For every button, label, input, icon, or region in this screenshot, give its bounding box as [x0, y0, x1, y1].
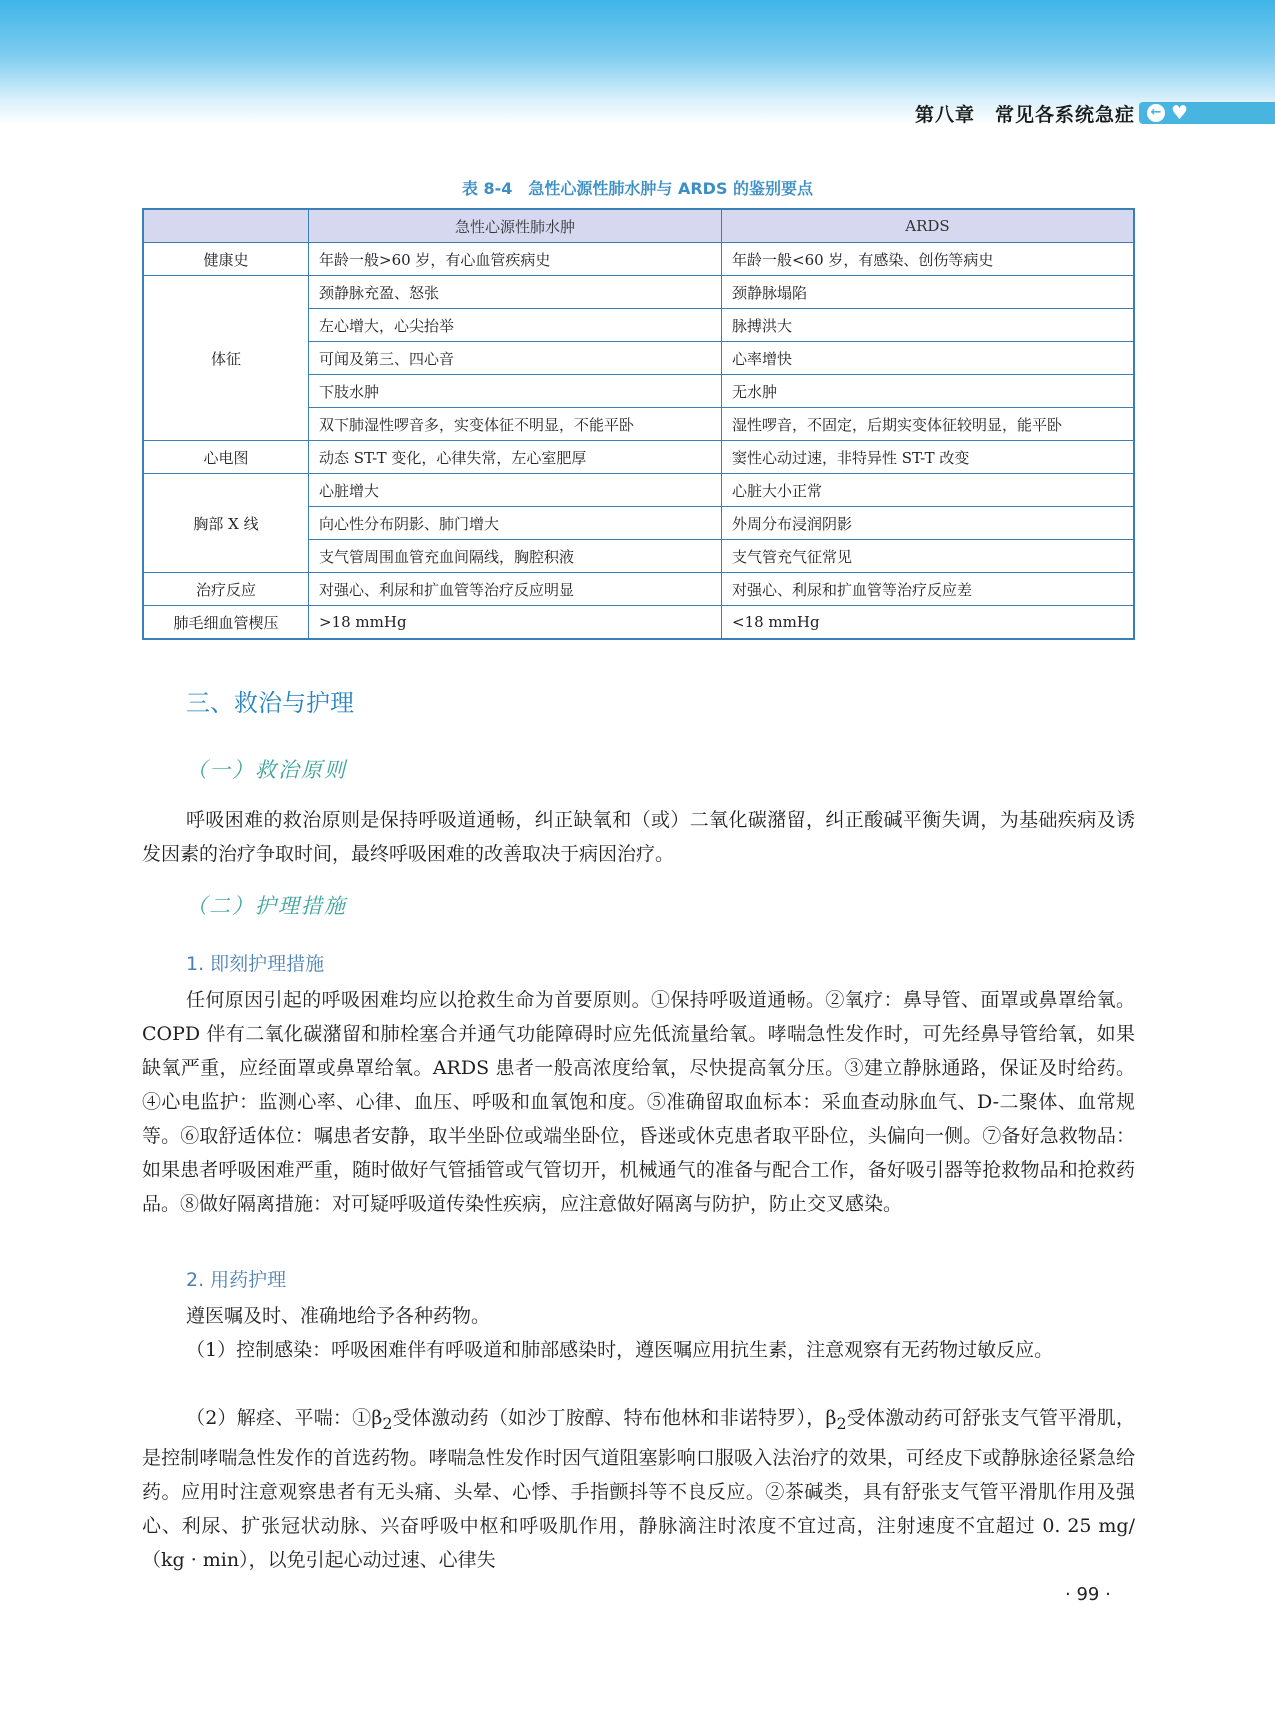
- table-cell: 左心增大，心尖抬举: [309, 309, 722, 342]
- table-cell: 对强心、利尿和扩血管等治疗反应明显: [309, 573, 722, 606]
- table-cell: <18 mmHg: [722, 606, 1135, 640]
- table-header-row: [143, 209, 1134, 243]
- table-row: [143, 243, 1134, 276]
- table-cell: 可闻及第三、四心音: [309, 342, 722, 375]
- table-cell: 下肢水肿: [309, 375, 722, 408]
- table-header-cell: [143, 209, 309, 243]
- arrow-left-icon: ←: [1147, 104, 1165, 122]
- table-cell: 动态 ST-T 变化，心律失常，左心室肥厚: [309, 441, 722, 474]
- section-title: 三、救治与护理: [186, 689, 354, 717]
- table-cell: 湿性啰音，不固定，后期实变体征较明显，能平卧: [722, 408, 1135, 441]
- paragraph: 呼吸困难的救治原则是保持呼吸道通畅，纠正缺氧和（或）二氧化碳潴留，纠正酸碱平衡失调，为基础疾病及诱发因素的治疗争取时间，最终呼吸困难的改善取决于病因治疗。: [142, 809, 1135, 865]
- subsection-title: （二）护理措施: [186, 894, 347, 918]
- table-row: [143, 474, 1134, 507]
- table-cell: 颈静脉充盈、怒张: [309, 276, 722, 309]
- table-cell: 年龄一般>60 岁，有心血管疾病史: [309, 243, 722, 276]
- table-row: [143, 441, 1134, 474]
- row-label: 健康史: [143, 243, 309, 276]
- table-cell: 向心性分布阴影、肺门增大: [309, 507, 722, 540]
- row-label: 治疗反应: [143, 573, 309, 606]
- row-label: 肺毛细血管楔压: [143, 606, 309, 640]
- table-cell: 颈静脉塌陷: [722, 276, 1135, 309]
- paragraph: 遵医嘱及时、准确地给予各种药物。: [186, 1305, 491, 1327]
- table-cell: 脉搏洪大: [722, 309, 1135, 342]
- table-cell: 双下肺湿性啰音多，实变体征不明显，不能平卧: [309, 408, 722, 441]
- chapter-title: 第八章 常见各系统急症: [914, 104, 1135, 126]
- table-row: [143, 573, 1134, 606]
- table-header-cell: 急性心源性肺水肿: [309, 209, 722, 243]
- subscript: 2: [382, 1413, 393, 1433]
- table-cell: 年龄一般<60 岁，有感染、创伤等病史: [722, 243, 1135, 276]
- table-cell: 外周分布浸润阴影: [722, 507, 1135, 540]
- paragraph: [142, 1401, 1135, 1577]
- text-run: 受体激动药可舒张支气管平滑肌，是控制哮喘急性发作的首选药物。哮喘急性发作时因气道阻塞影响口服吸入法治疗的效果，可经皮下或静脉途径紧急给药。应用时注意观察患者有无头痛、头晕、心悸、手指颤抖等不良反应。②茶碱类，具有舒张支气管平滑肌作用及强心、利尿、扩张冠状动脉、兴奋呼吸中枢和呼吸肌作用，静脉滴注时浓度不宜过高，注射速度不宜超过 0. 25 mg/（kg · min），以免引起心动过速、心律失: [142, 1407, 1135, 1571]
- table-cell: 心脏大小正常: [722, 474, 1135, 507]
- table-row: [143, 606, 1134, 640]
- comparison-table: [142, 208, 1135, 640]
- row-label: 体征: [143, 276, 309, 441]
- paragraph: 任何原因引起的呼吸困难均应以抢救生命为首要原则。①保持呼吸道通畅。②氧疗：鼻导管、面罩或鼻罩给氧。COPD 伴有二氧化碳潴留和肺栓塞合并通气功能障碍时应先低流量给氧。哮喘急性发作时，可先经鼻导管给氧，如果缺氧严重，应经面罩或鼻罩给氧。ARDS 患者一般高浓度给氧，尽快提高氧分压。③建立静脉通路，保证及时给药。④心电监护：监测心率、心律、血压、呼吸和血氧饱和度。⑤准确留取血标本：采血查动脉血气、D-二聚体、血常规等。⑥取舒适体位：嘱患者安静，取半坐卧位或端坐卧位，昏迷或休克患者取平卧位，头偏向一侧。⑦备好急救物品：如果患者呼吸困难严重，随时做好气管插管或气管切开，机械通气的准备与配合工作，备好吸引器等抢救物品和抢救药品。⑧做好隔离措施：对可疑呼吸道传染性疾病，应注意做好隔离与防护，防止交叉感染。: [142, 989, 1135, 1215]
- table-cell: >18 mmHg: [309, 606, 722, 640]
- table-cell: 支气管周围血管充血间隔线，胸腔积液: [309, 540, 722, 573]
- subscript: 2: [836, 1413, 847, 1433]
- table-cell: 窦性心动过速，非特异性 ST-T 改变: [722, 441, 1135, 474]
- table-cell: 心脏增大: [309, 474, 722, 507]
- heart-icon: ♥: [1171, 102, 1189, 124]
- table-caption: 表 8-4 急性心源性肺水肿与 ARDS 的鉴别要点: [461, 179, 814, 198]
- header-icon-strip: [1139, 102, 1275, 124]
- numbered-heading: 2. 用药护理: [186, 1269, 287, 1291]
- table-cell: 心率增快: [722, 342, 1135, 375]
- paragraph: （1）控制感染：呼吸困难伴有呼吸道和肺部感染时，遵医嘱应用抗生素，注意观察有无药物过敏反应。: [186, 1339, 1054, 1361]
- row-label: 心电图: [143, 441, 309, 474]
- text-run: （2）解痉、平喘：①β: [186, 1407, 383, 1429]
- table-cell: 支气管充气征常见: [722, 540, 1135, 573]
- subsection-title: （一）救治原则: [186, 758, 347, 782]
- table-cell: 对强心、利尿和扩血管等治疗反应差: [722, 573, 1135, 606]
- table-header-cell: ARDS: [722, 209, 1135, 243]
- row-label: 胸部 X 线: [143, 474, 309, 573]
- table-cell: 无水肿: [722, 375, 1135, 408]
- text-run: 受体激动药（如沙丁胺醇、特布他林和非诺特罗），β: [392, 1407, 837, 1429]
- numbered-heading: 1. 即刻护理措施: [186, 953, 325, 975]
- table-row: [143, 276, 1134, 309]
- page-number: · 99 ·: [1065, 1584, 1111, 1605]
